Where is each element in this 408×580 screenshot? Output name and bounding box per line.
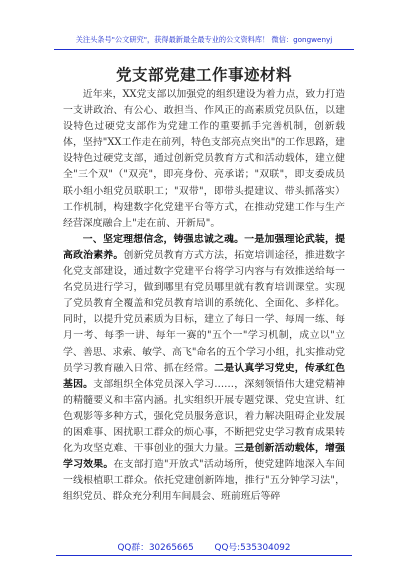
section-one-heading: 一、坚定理想信念，铸强忠诚之魂。一是加强理论武装，提高政治素养。 [63, 233, 345, 261]
intro-text: 近年来，XX党支部以加强党的组织建设为着力点，致力打造一支讲政治、有公心、敢担当、作风正的高素质党员队伍，以建设特色过硬党支部作为党建工作的重要抓手完善机制，创新载体，坚持"XX工作走在前列，特色支部亮点突出"的工作思路，建设特色过硬党支部，通过创新党员教育方式和活动载体，建立健全"三个双"（"双亮"，即亮身份、亮承诺；"双联"，即支委成员联小组小组党员联职工；"双带"，即带头提建议、带头抓落实）工作机制，构建数字化党建平台等方式，在推动党建工作与生产经营深度融合上"走在前、开新局"。 [63, 89, 345, 229]
footer-divider [56, 555, 352, 556]
qq-group-text: QQ群：30265665 [117, 543, 194, 553]
promo-header: 关注头条号"公文研究"，获得最新最全最专业的公文资料库！ 微信：gongwenyj [75, 35, 333, 44]
section-one-text-2: 支部组织全体党员深入学习……，深刻领悟伟大建党精神的精髓要义和丰富内涵。扎实组织开展专题党课、党史宣讲、红色观影等多种方式，强化党员服务意识，着力解决阻碍企业发展的困难事、困扰职工群众的烦心事，不断把党史学习教育成果转化为攻坚克难、干事创业的强大力量。 [63, 378, 345, 455]
section-one-text-3: 在支部打造"开放式"活动场所，使党建阵地深入车间一线根植职工群众。依托党建创新阵地，推行"五分钟学习法"，组织党员、群众充分利用车间晨会、班前班后等碎 [63, 459, 345, 503]
document-title: 党支部党建工作事迹材料 [115, 65, 292, 84]
contact-footer [0, 540, 408, 553]
document-body [63, 87, 345, 535]
section-one-text-1: 创新党员教育方式方法，拓宽培训途径，推进数字化党支部建设，通过数字党建平台将学习内容与有效推送给每一名党员进行学习，做到哪里有党员哪里就有教育培训课堂。实现了党员教育全覆盖和党员教育培训的系统化、全面化、多样化。同时，以提升党员素质为目标，建立了每日一学、每周一练、每月一考、每季一讲、每年一赛的"五个一"学习机制，成立以"立学、善思、求索、敏学、高飞"命名的五个学习小组，扎实推动党员学习教育融入日常、抓在经常。 [63, 249, 345, 374]
header-divider [54, 49, 354, 50]
section-one-point-3-heading: 三是创新活动载体，增强学习效果。 [63, 443, 345, 471]
paragraph-section-one [63, 232, 345, 506]
paragraph-intro [63, 87, 345, 232]
section-one-point-2-heading: 二是认真学习党史，传承红色基因。 [63, 362, 345, 390]
qq-number-text: QQ号:535304092 [214, 543, 291, 553]
